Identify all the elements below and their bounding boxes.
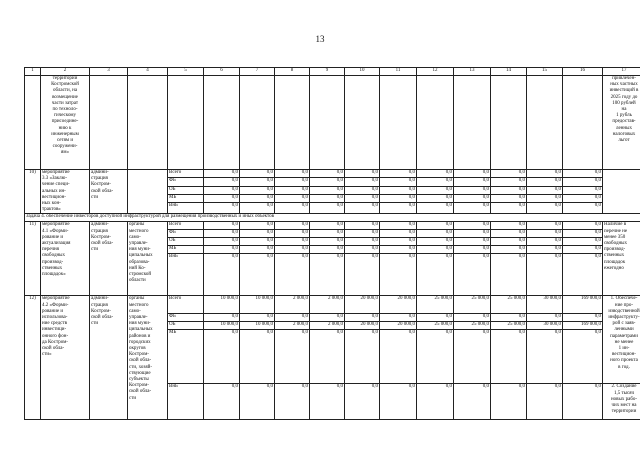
amount-cell: 0,0 — [491, 222, 527, 230]
amount-cell: 0,0 — [454, 186, 491, 194]
amount-cell: 0,0 — [345, 238, 380, 246]
program-table — [24, 67, 640, 420]
amount-cell: 25 000,0 — [454, 322, 491, 330]
amount-cell: 0,0 — [310, 238, 345, 246]
amount-cell: 0,0 — [563, 170, 603, 178]
amount-cell: 0,0 — [454, 238, 491, 246]
amount-cell: 2 000,0 — [310, 322, 345, 330]
co-executor: органы местного само- управле- ния муни- ципальных образова- ний Ко- стромской области — [128, 222, 168, 296]
amount-cell: 0,0 — [204, 384, 240, 420]
amount-cell: 0,0 — [417, 254, 454, 296]
amount-cell: 0,0 — [380, 230, 417, 238]
amount-cell: 0,0 — [204, 222, 240, 230]
header-cell: 8 — [275, 68, 310, 76]
amount-cell: 10 000,0 — [204, 322, 240, 330]
amount-cell: 0,0 — [204, 230, 240, 238]
amount-cell: 25 000,0 — [491, 322, 527, 330]
amount-cell: 0,0 — [417, 186, 454, 194]
amount-cell: 25 000,0 — [454, 296, 491, 314]
amount-cell: 0,0 — [563, 178, 603, 186]
header-cell: 7 — [240, 68, 275, 76]
funding-source: ВнБ — [168, 254, 204, 296]
amount-cell: 0,0 — [491, 384, 527, 420]
amount-cell: 0,0 — [380, 330, 417, 384]
amount-cell: 0,0 — [380, 314, 417, 322]
header-cell: 12 — [417, 68, 454, 76]
amount-cell: 0,0 — [491, 178, 527, 186]
amount-cell: 0,0 — [310, 222, 345, 230]
amount-cell: 169 000,0 — [563, 322, 603, 330]
amount-cell: 0,0 — [275, 238, 310, 246]
amount-cell: 0,0 — [454, 314, 491, 322]
funding-source: ОБ — [168, 322, 204, 330]
amount-cell: 0,0 — [527, 314, 563, 322]
amount-cell: 0,0 — [380, 186, 417, 194]
amount-cell: 0,0 — [454, 254, 491, 296]
amount-cell: 0,0 — [417, 178, 454, 186]
funding-source: ОБ — [168, 238, 204, 246]
row-number: 12) — [25, 296, 41, 420]
amount-cell: 20 000,0 — [380, 322, 417, 330]
amount-cell: 0,0 — [380, 246, 417, 254]
amount-cell: 0,0 — [240, 203, 275, 214]
amount-cell: 0,0 — [417, 238, 454, 246]
amount-cell: 0,0 — [380, 222, 417, 230]
amount-cell: 0,0 — [417, 384, 454, 420]
row-number: 11) — [25, 222, 41, 296]
responsible-executor: админи- страция Костром- ской обла- сти — [90, 296, 128, 420]
amount-cell: 0,0 — [491, 330, 527, 384]
amount-cell: 0,0 — [454, 246, 491, 254]
funding-source: Всего — [168, 222, 204, 230]
amount-cell: 0,0 — [204, 186, 240, 194]
amount-cell: 0,0 — [454, 384, 491, 420]
amount-cell: 0,0 — [204, 254, 240, 296]
amount-cell: 0,0 — [204, 194, 240, 202]
amount-cell: 0,0 — [345, 178, 380, 186]
amount-cell: 0,0 — [310, 203, 345, 214]
amount-cell: 30 000,0 — [527, 296, 563, 314]
amount-cell: 0,0 — [275, 314, 310, 322]
amount-cell: 0,0 — [563, 246, 603, 254]
amount-cell: 0,0 — [345, 254, 380, 296]
amount-cell: 0,0 — [527, 384, 563, 420]
amount-cell: 0,0 — [275, 254, 310, 296]
amount-cell: 0,0 — [417, 330, 454, 384]
amount-cell: 0,0 — [380, 178, 417, 186]
co-executor: органы местного само- управле- ния муни- ципальных районов и городских округов Костром- ской обла- сти, хозяй- ствующие субъекты Костром- ской обла- сти — [128, 296, 168, 420]
amount-cell: 0,0 — [563, 330, 603, 384]
amount-cell: 25 000,0 — [491, 296, 527, 314]
amount-cell: 0,0 — [275, 222, 310, 230]
amount-cell: 0,0 — [380, 254, 417, 296]
header-cell: 3 — [90, 68, 128, 76]
amount-cell: 0,0 — [491, 254, 527, 296]
amount-cell: 2 000,0 — [275, 296, 310, 314]
source-row — [25, 222, 640, 230]
amount-cell: 0,0 — [240, 186, 275, 194]
amount-cell: 0,0 — [491, 230, 527, 238]
amount-cell: 0,0 — [527, 246, 563, 254]
header-cell: 13 — [454, 68, 491, 76]
amount-cell: 0,0 — [380, 384, 417, 420]
row-12 — [25, 296, 640, 420]
header-cell: 11 — [380, 68, 417, 76]
amount-cell: 0,0 — [310, 170, 345, 178]
amount-cell: 0,0 — [310, 194, 345, 202]
header-cell: 6 — [204, 68, 240, 76]
amount-cell: 0,0 — [380, 238, 417, 246]
amount-cell: 0,0 — [491, 170, 527, 178]
funding-source: ОБ — [168, 186, 204, 194]
amount-cell: 0,0 — [563, 238, 603, 246]
amount-cell: 0,0 — [310, 254, 345, 296]
expected-result-1: 1. Обеспече- ние про- изводственной инфраструкту- рой с заяв- ленными параметрами не менее 1 ин- вестицион- ного проекта в год. — [603, 296, 640, 384]
amount-cell: 10 000,0 — [240, 322, 275, 330]
funding-source: МБ — [168, 330, 204, 384]
amount-cell: 0,0 — [491, 194, 527, 202]
amount-cell: 0,0 — [240, 246, 275, 254]
amount-cell: 0,0 — [275, 178, 310, 186]
amount-cell: 0,0 — [275, 330, 310, 384]
page-number: 13 — [315, 34, 325, 44]
amount-cell: 25 000,0 — [417, 322, 454, 330]
funding-source: МБ — [168, 194, 204, 202]
amount-cell: 0,0 — [380, 170, 417, 178]
amount-cell: 0,0 — [240, 330, 275, 384]
amount-cell: 25 000,0 — [417, 296, 454, 314]
amount-cell: 0,0 — [240, 254, 275, 296]
amount-cell: 0,0 — [345, 194, 380, 202]
amount-cell: 0,0 — [310, 230, 345, 238]
funding-source: ФБ — [168, 314, 204, 322]
source-row — [25, 296, 640, 314]
amount-cell: 20 000,0 — [345, 296, 380, 314]
amount-cell: 0,0 — [527, 194, 563, 202]
amount-cell: 20 000,0 — [380, 296, 417, 314]
amount-cell: 0,0 — [454, 194, 491, 202]
amount-cell: 0,0 — [563, 314, 603, 322]
amount-cell: 0,0 — [240, 170, 275, 178]
amount-cell: 2 000,0 — [310, 296, 345, 314]
amount-cell: 0,0 — [491, 186, 527, 194]
continuation-name: территории Костромской области, на возмещение части затрат по техноло- гическому присоедине- нию к инженерным сетям и сооружени- ям» — [41, 76, 90, 170]
amount-cell: 0,0 — [204, 170, 240, 178]
amount-cell: 0,0 — [310, 384, 345, 420]
amount-cell: 0,0 — [454, 330, 491, 384]
amount-cell: 0,0 — [454, 170, 491, 178]
amount-cell: 0,0 — [527, 186, 563, 194]
co-executor — [128, 170, 168, 214]
header-cell: 9 — [310, 68, 345, 76]
amount-cell: 0,0 — [345, 330, 380, 384]
amount-cell: 0,0 — [491, 246, 527, 254]
amount-cell: 0,0 — [380, 203, 417, 214]
funding-source: Всего — [168, 296, 204, 314]
amount-cell: 0,0 — [204, 238, 240, 246]
amount-cell: 0,0 — [240, 384, 275, 420]
amount-cell: 0,0 — [417, 203, 454, 214]
amount-cell: 0,0 — [345, 170, 380, 178]
amount-cell: 0,0 — [240, 194, 275, 202]
amount-cell: 0,0 — [563, 203, 603, 214]
amount-cell: 0,0 — [204, 246, 240, 254]
amount-cell: 0,0 — [380, 194, 417, 202]
amount-cell: 169 000,0 — [563, 296, 603, 314]
task-row — [25, 214, 640, 222]
header-cell: 10 — [345, 68, 380, 76]
expected-result: Наличие в перечне не менее 350 свободных производ- ственных площадок ежегодно — [603, 222, 640, 296]
amount-cell: 0,0 — [417, 170, 454, 178]
source-row — [25, 170, 640, 178]
amount-cell: 2 000,0 — [275, 322, 310, 330]
amount-cell: 0,0 — [563, 222, 603, 230]
funding-source: ВнБ — [168, 203, 204, 214]
amount-cell: 0,0 — [527, 178, 563, 186]
amount-cell: 0,0 — [527, 254, 563, 296]
amount-cell: 0,0 — [240, 178, 275, 186]
amount-cell: 0,0 — [310, 314, 345, 322]
amount-cell: 0,0 — [454, 178, 491, 186]
expected-result-2: 2. Создание 1,5 тысяч новых рабо- чих мест на территории — [603, 384, 640, 420]
funding-source: МБ — [168, 246, 204, 254]
amount-cell: 0,0 — [491, 314, 527, 322]
expected-result — [603, 170, 640, 214]
amount-cell: 0,0 — [240, 238, 275, 246]
header-row — [25, 68, 640, 76]
row-10 — [25, 170, 640, 214]
amount-cell: 0,0 — [527, 330, 563, 384]
amount-cell: 0,0 — [527, 238, 563, 246]
header-cell: 16 — [563, 68, 603, 76]
amount-cell: 0,0 — [240, 222, 275, 230]
measure-name: мероприятие 4.1 «Форми- рование и актуализация перечня свободных производ- ственных площадок» — [41, 222, 90, 296]
amount-cell: 0,0 — [310, 330, 345, 384]
amount-cell: 10 000,0 — [240, 296, 275, 314]
amount-cell: 0,0 — [345, 314, 380, 322]
amount-cell: 0,0 — [275, 246, 310, 254]
amount-cell: 0,0 — [563, 384, 603, 420]
amount-cell: 0,0 — [310, 246, 345, 254]
header-cell: 14 — [491, 68, 527, 76]
amount-cell: 20 000,0 — [345, 322, 380, 330]
amount-cell: 0,0 — [275, 230, 310, 238]
header-cell: 2 — [41, 68, 90, 76]
amount-cell: 0,0 — [310, 178, 345, 186]
amount-cell: 0,0 — [204, 178, 240, 186]
responsible-executor: админи- страция Костром- ской обла- сти — [90, 170, 128, 214]
amount-cell: 0,0 — [563, 186, 603, 194]
amount-cell: 0,0 — [454, 203, 491, 214]
amount-cell: 0,0 — [491, 238, 527, 246]
amount-cell: 0,0 — [345, 222, 380, 230]
amount-cell: 0,0 — [275, 203, 310, 214]
amount-cell: 0,0 — [275, 170, 310, 178]
amount-cell: 0,0 — [345, 384, 380, 420]
amount-cell: 0,0 — [310, 186, 345, 194]
amount-cell: 0,0 — [417, 194, 454, 202]
header-cell: 17 — [603, 68, 640, 76]
header-cell: 4 — [128, 68, 168, 76]
continuation-result: привлечен- ных частных инвестиций в 2025 году до 100 рублей на 1 рубль предостав- ленных налоговых льгот — [603, 76, 640, 170]
funding-source: ФБ — [168, 178, 204, 186]
amount-cell: 0,0 — [563, 254, 603, 296]
measure-name: мероприятие 3.3 «Заклю- чение специ- альных ин- вестицион- ных кон- трактов» — [41, 170, 90, 214]
header-cell: 1 — [25, 68, 41, 76]
amount-cell: 10 000,0 — [204, 296, 240, 314]
task-4-heading: Задача 4. обеспечение инвесторов доступной инфраструктурой для размещения производственных и иных объектов — [25, 214, 640, 222]
amount-cell: 0,0 — [417, 314, 454, 322]
amount-cell: 0,0 — [417, 222, 454, 230]
amount-cell: 0,0 — [491, 203, 527, 214]
amount-cell: 0,0 — [345, 230, 380, 238]
amount-cell: 0,0 — [345, 186, 380, 194]
amount-cell: 0,0 — [527, 230, 563, 238]
row-11 — [25, 222, 640, 296]
header-cell: 15 — [527, 68, 563, 76]
amount-cell: 30 000,0 — [527, 322, 563, 330]
amount-cell: 0,0 — [454, 222, 491, 230]
row-number: 10) — [25, 170, 41, 214]
continuation-row — [25, 76, 640, 170]
amount-cell: 0,0 — [204, 314, 240, 322]
amount-cell: 0,0 — [563, 230, 603, 238]
header-cell: 5 — [168, 68, 204, 76]
amount-cell: 0,0 — [240, 314, 275, 322]
funding-source: ФБ — [168, 230, 204, 238]
amount-cell: 0,0 — [345, 246, 380, 254]
amount-cell: 0,0 — [454, 230, 491, 238]
funding-source: ВнБ — [168, 384, 204, 420]
amount-cell: 0,0 — [275, 186, 310, 194]
amount-cell: 0,0 — [204, 330, 240, 384]
amount-cell: 0,0 — [275, 384, 310, 420]
amount-cell: 0,0 — [417, 230, 454, 238]
amount-cell: 0,0 — [563, 194, 603, 202]
amount-cell: 0,0 — [275, 194, 310, 202]
funding-source: Всего — [168, 170, 204, 178]
amount-cell: 0,0 — [527, 170, 563, 178]
amount-cell: 0,0 — [527, 222, 563, 230]
amount-cell: 0,0 — [417, 246, 454, 254]
measure-name: мероприятие 4.2 «Форми- рование и использова- ние средств инвестици- онного фон- да Костром- ской обла- сти» — [41, 296, 90, 420]
amount-cell: 0,0 — [240, 230, 275, 238]
amount-cell: 0,0 — [527, 203, 563, 214]
responsible-executor: админи- страция Костром- ской обла- сти — [90, 222, 128, 296]
amount-cell: 0,0 — [204, 203, 240, 214]
amount-cell: 0,0 — [345, 203, 380, 214]
